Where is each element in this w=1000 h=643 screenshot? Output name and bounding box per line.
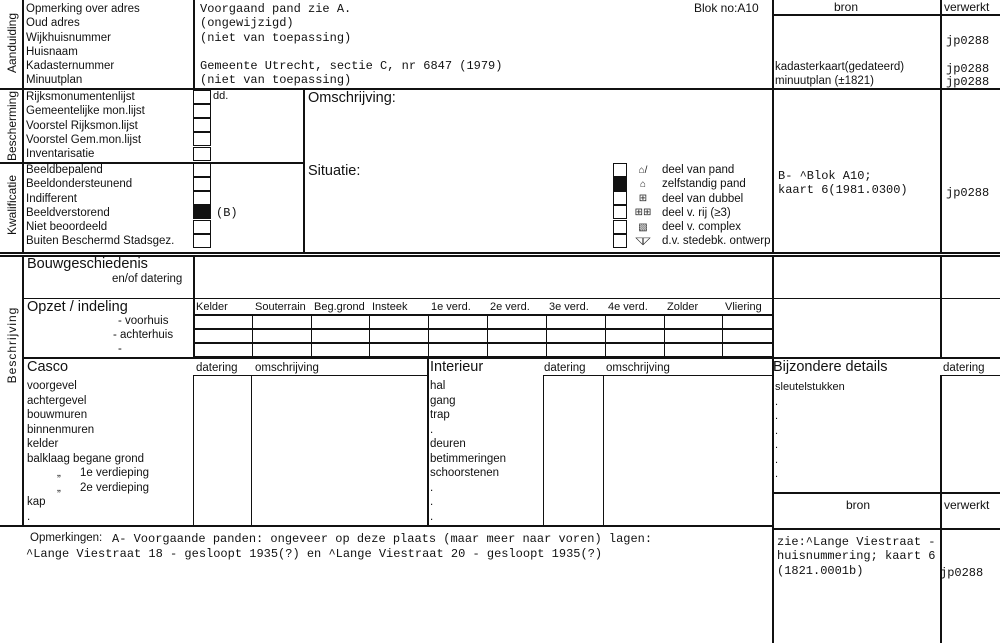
list-item: voorgevel: [27, 380, 77, 392]
verwerkt-text: jp0288: [940, 566, 984, 580]
option-label: deel van dubbel: [662, 192, 744, 205]
opzet-col-header: Kelder: [196, 301, 228, 313]
grid-line: [772, 314, 773, 357]
divider: [0, 252, 1000, 254]
bron-text: (1821.0001b): [777, 563, 864, 578]
grid-line: [193, 356, 772, 358]
divider: [193, 375, 427, 376]
divider: [940, 375, 1000, 376]
aanduiding-values: [200, 2, 502, 88]
bron-text: kadasterkaart(gedateerd): [775, 61, 905, 73]
grid-line: [605, 314, 606, 357]
label: Voorstel Rijksmon.lijst: [26, 119, 138, 132]
list-item: gang: [430, 394, 456, 407]
label: Opmerking over adres: [26, 3, 140, 15]
urban-design-icon: ◹◸: [635, 236, 651, 247]
opzet-col-header: 4e verd.: [608, 301, 648, 313]
verwerkt-text: jp0288: [946, 34, 990, 48]
label: Beeldverstorend: [26, 206, 110, 219]
list-item: „ 2e verdieping: [57, 481, 150, 494]
situatie-heading: Situatie:: [308, 163, 361, 179]
verwerkt-text: jp0288: [946, 62, 990, 76]
list-item: achtergevel: [27, 394, 87, 407]
grid-line: [252, 314, 253, 357]
house-double-icon: ⊞: [638, 193, 648, 204]
label: Wijkhuisnummer: [26, 31, 111, 44]
label: Niet beoordeeld: [26, 221, 108, 234]
checkbox-deel-van-pand[interactable]: [613, 163, 627, 177]
kwalificatie-labels: [26, 163, 174, 249]
kwalificatie-bron: [778, 169, 908, 198]
list-item: .: [27, 510, 31, 523]
casco-datering-header: datering: [196, 362, 238, 374]
omschrijving-heading: Omschrijving:: [308, 90, 396, 106]
grid-line: [428, 314, 429, 357]
list-item: balklaag begane grond: [27, 452, 145, 465]
section-aanduiding: Aanduiding: [5, 12, 19, 74]
value: Voorgaand pand zie A.: [200, 2, 352, 16]
row-label: - achterhuis: [113, 329, 174, 341]
situatie-options: [662, 163, 770, 249]
grid-line: [311, 314, 312, 357]
opzet-heading: Opzet / indeling: [27, 299, 128, 315]
option-label: deel v. complex: [662, 221, 742, 234]
label: Indifferent: [26, 192, 77, 205]
section-beschrijving: Beschrijving: [5, 306, 19, 384]
aanduiding-bron: [775, 60, 904, 89]
divider: [772, 528, 1000, 530]
divider: [22, 298, 1000, 299]
bescherming-labels: [26, 90, 145, 161]
opzet-col-header: Insteek: [372, 301, 408, 313]
label: Buiten Beschermd Stadsgez.: [26, 235, 175, 248]
label: Beeldbepalend: [26, 164, 103, 176]
datering-sublabel: en/of datering: [112, 273, 183, 285]
casco-heading: Casco: [27, 359, 69, 375]
divider: [940, 0, 942, 252]
divider: [603, 375, 604, 525]
list-item: .: [430, 496, 434, 508]
opmerkingen-line-1: A- Voorgaande panden: ongeveer op deze plaats (maar meer naar voren) lagen:: [112, 532, 653, 546]
label: Inventarisatie: [26, 148, 95, 161]
divider: [22, 0, 24, 252]
opzet-col-header: Souterrain: [255, 301, 306, 313]
list-item: .: [430, 481, 434, 494]
bron-header: bron: [834, 0, 859, 14]
list-item: kap: [27, 496, 46, 508]
opmerkingen-line-2: ^Lange Viestraat 18 - gesloopt 1935(?) en ^Lange Viestraat 20 - gesloopt 1935(?): [26, 547, 603, 561]
opzet-col-header: Vliering: [725, 301, 762, 313]
row-label: - voorhuis: [118, 315, 169, 327]
section-bescherming: Bescherming: [5, 90, 19, 162]
list-item: .: [775, 424, 779, 437]
divider: [772, 0, 774, 252]
label: Gemeentelijke mon.lijst: [26, 105, 145, 118]
section-kwalificatie: Kwalificatie: [5, 174, 19, 236]
value: [200, 45, 502, 59]
house-detached-icon: ⌂: [639, 179, 647, 190]
bron-text: kaart 6(1981.0300): [778, 183, 908, 198]
grid-line: [664, 314, 665, 357]
divider: [772, 492, 1000, 494]
label: Huisnaam: [26, 45, 78, 58]
list-item: .: [775, 439, 779, 451]
divider: [543, 375, 772, 376]
opzet-col-header: 3e verd.: [549, 301, 589, 313]
value: Gemeente Utrecht, sectie C, nr 6847 (1979): [200, 59, 503, 74]
option-label: deel v. rij (≥3): [662, 206, 731, 219]
label: Kadasternummer: [26, 60, 115, 73]
opzet-col-header: 2e verd.: [490, 301, 530, 313]
blok-number: Blok no:A10: [694, 1, 759, 15]
opzet-col-header: 1e verd.: [431, 301, 471, 313]
checkbox-gemeentelijke[interactable]: [193, 104, 211, 118]
checkbox-zelfstandig-pand[interactable]: [613, 177, 627, 191]
opmerkingen-bron: [777, 535, 935, 578]
casco-list: [27, 379, 149, 524]
checkbox-deel-v-complex[interactable]: [613, 220, 627, 234]
verwerkt-text: jp0288: [946, 186, 990, 200]
checkbox-inventarisatie[interactable]: [193, 147, 211, 161]
label: Oud adres: [26, 17, 80, 30]
bouwgeschiedenis-heading: Bouwgeschiedenis: [27, 256, 148, 272]
checkbox-niet-beoordeeld[interactable]: [193, 220, 211, 234]
grid-line: [193, 342, 772, 344]
value: (niet van toepassing): [200, 73, 352, 88]
grid-line: [546, 314, 547, 357]
bron-text: minuutplan (±1821): [775, 75, 875, 88]
label: Rijksmonumentenlijst: [26, 91, 135, 103]
list-item: .: [430, 423, 434, 436]
bijzondere-heading: Bijzondere details: [773, 359, 888, 375]
interieur-datering-header: datering: [544, 362, 586, 374]
list-item: trap: [430, 409, 450, 421]
list-item: schoorstenen: [430, 467, 500, 479]
divider: [940, 256, 942, 358]
dd-label: dd.: [213, 90, 229, 102]
grid-line: [193, 328, 772, 330]
grid-line: [193, 314, 772, 316]
list-item: .: [775, 468, 779, 480]
house-complex-icon: ▧: [638, 222, 648, 233]
checkbox-voorstel-rijksmon[interactable]: [193, 118, 211, 132]
opzet-col-header: Beg.grond: [314, 301, 365, 313]
kwalificatie-note: (B): [216, 206, 238, 220]
list-item: „ 1e verdieping: [57, 467, 150, 479]
bron-text: huisnummering; kaart 6: [777, 549, 936, 564]
divider: [303, 88, 305, 252]
house-part-icon: ⌂/: [638, 165, 648, 176]
checkbox-buiten-beschermd[interactable]: [193, 234, 211, 248]
list-item: kelder: [27, 438, 59, 450]
verwerkt-header-2: verwerkt: [944, 498, 990, 512]
divider: [193, 0, 195, 88]
bijzondere-datering-header: datering: [943, 362, 985, 374]
checkbox-beeldondersteunend[interactable]: [193, 177, 211, 191]
divider: [543, 375, 544, 525]
verwerkt-header: verwerkt: [944, 0, 990, 14]
divider: [251, 375, 252, 525]
bijzondere-list: [775, 380, 845, 482]
checkbox-rijksmonumentenlijst[interactable]: [193, 90, 211, 104]
value: (ongewijzigd): [200, 16, 294, 31]
list-item: sleutelstukken: [775, 381, 845, 393]
value: (niet van toepassing): [200, 30, 352, 45]
checkbox-beeldbepalend[interactable]: [193, 163, 211, 177]
list-item: binnenmuren: [27, 423, 95, 436]
divider: [0, 525, 772, 527]
divider: [193, 375, 194, 525]
list-item: .: [775, 395, 779, 408]
opmerkingen-label: Opmerkingen:: [30, 532, 103, 544]
list-item: .: [775, 410, 779, 422]
checkbox-indifferent[interactable]: [193, 191, 211, 205]
label: Voorstel Gem.mon.lijst: [26, 133, 142, 146]
checkbox-voorstel-gem[interactable]: [193, 132, 211, 146]
option-label: d.v. stedebk. ontwerp: [662, 235, 771, 248]
grid-line: [722, 314, 723, 357]
divider: [22, 256, 24, 526]
list-item: betimmeringen: [430, 452, 507, 465]
checkbox-deel-v-rij[interactable]: [613, 205, 627, 219]
divider: [0, 255, 1000, 257]
list-item: hal: [430, 380, 446, 392]
grid-line: [369, 314, 370, 357]
checkbox-stedebk-ontwerp[interactable]: [613, 234, 627, 248]
label: Beeldondersteunend: [26, 178, 133, 191]
bron-header-2: bron: [846, 498, 871, 512]
interieur-omschrijving-header: omschrijving: [606, 362, 670, 374]
option-label: zelfstandig pand: [662, 178, 746, 191]
list-item: deuren: [430, 438, 466, 450]
grid-line: [487, 314, 488, 357]
option-label: deel van pand: [662, 164, 735, 176]
bron-text: zie:^Lange Viestraat -: [777, 535, 936, 549]
interieur-list: [430, 379, 506, 524]
house-row-icon: ⊞⊞: [634, 207, 652, 218]
checkbox-deel-van-dubbel[interactable]: [613, 191, 627, 205]
list-item: .: [430, 510, 434, 523]
list-item: .: [775, 453, 779, 466]
aanduiding-labels: [26, 2, 140, 88]
casco-omschrijving-header: omschrijving: [255, 362, 319, 374]
divider: [427, 358, 429, 526]
opzet-col-header: Zolder: [667, 301, 699, 313]
interieur-heading: Interieur: [430, 359, 484, 375]
row-label: -: [118, 343, 122, 355]
grid-line: [193, 314, 194, 357]
divider: [772, 14, 1000, 16]
divider: [940, 375, 942, 643]
bron-text: B- ^Blok A10;: [778, 169, 872, 183]
checkbox-beeldverstorend[interactable]: [193, 205, 211, 219]
label: Minuutplan: [26, 74, 83, 87]
verwerkt-text: jp0288: [946, 75, 990, 89]
list-item: bouwmuren: [27, 409, 88, 421]
